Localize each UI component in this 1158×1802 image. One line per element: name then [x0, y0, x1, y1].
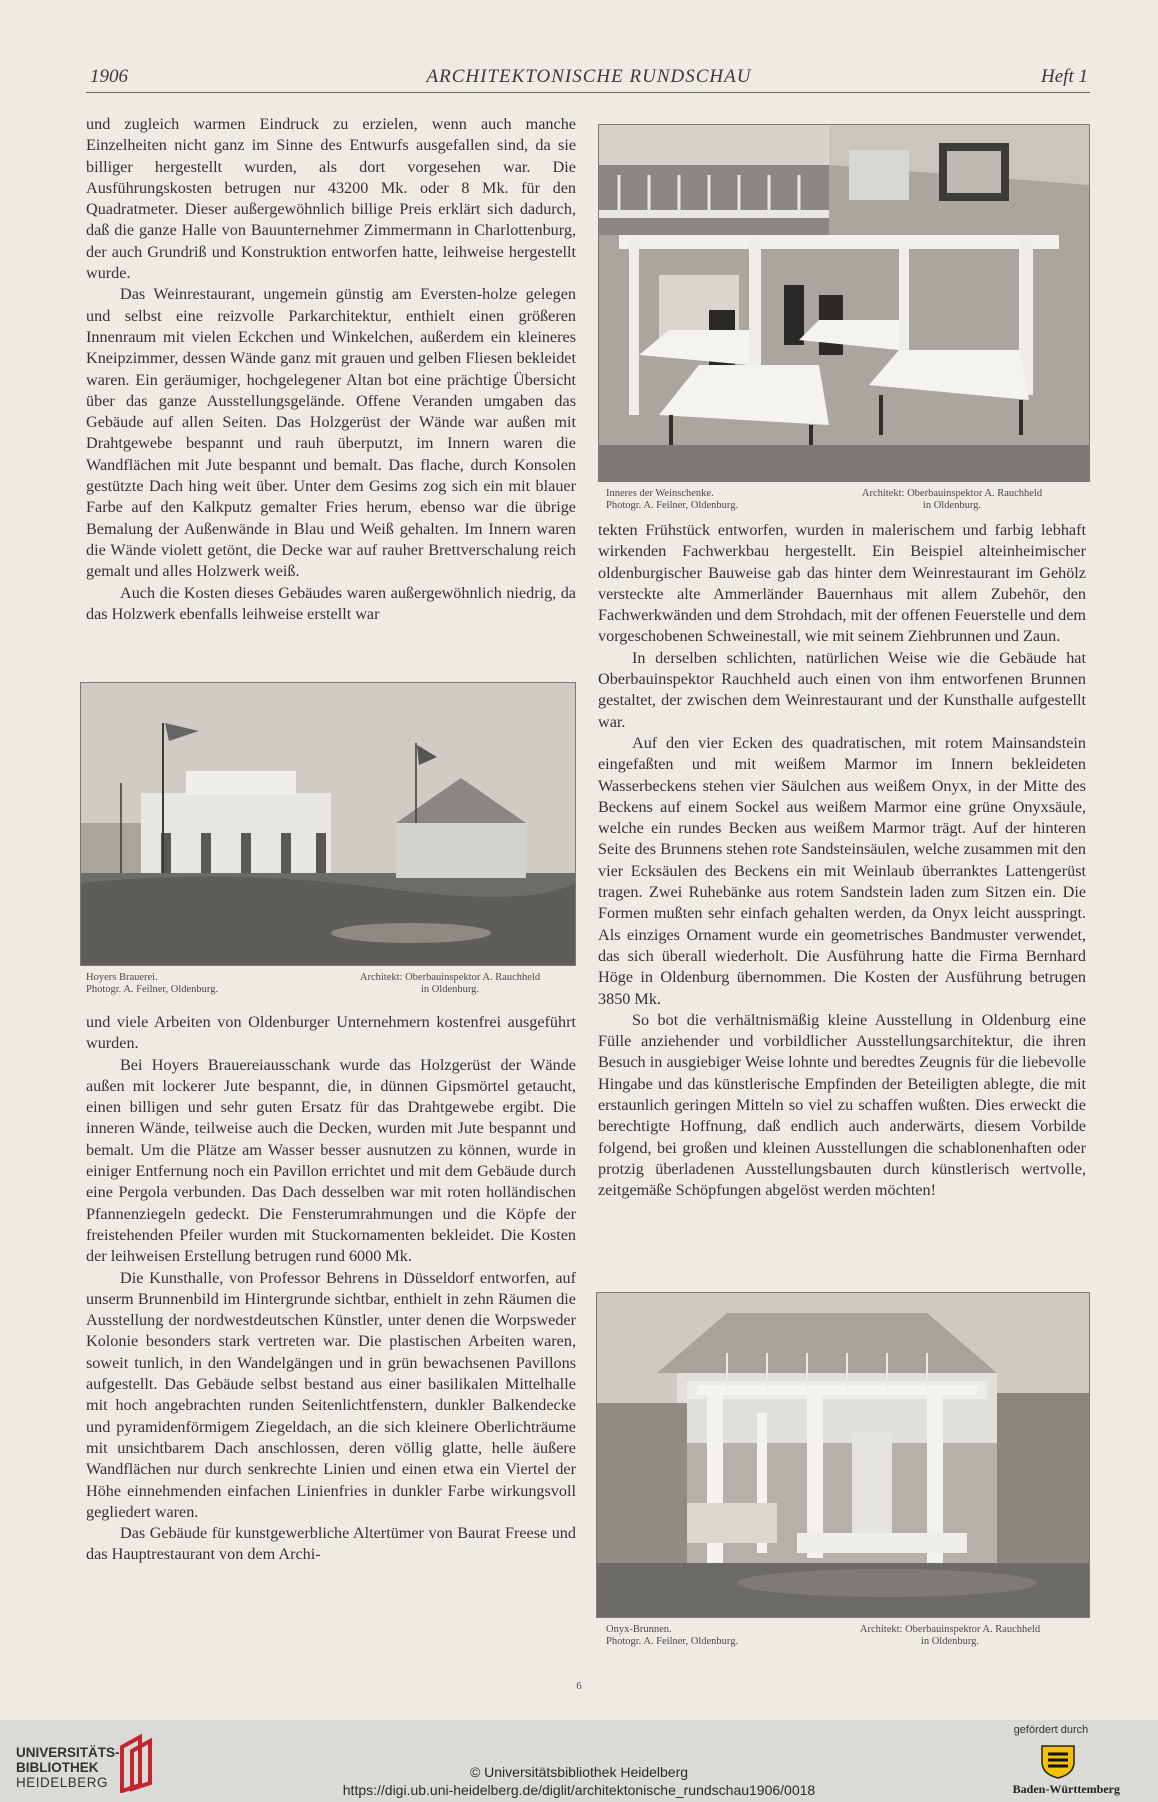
- photo-weinschenke: [598, 124, 1090, 482]
- header-year: 1906: [90, 66, 128, 87]
- paragraph: tekten Frühstück entworfen, wurden in malerischem und farbig lebhaft wirkenden Fachwerkbau hergestellt. Ein Beispiel alteinheimischer oldenburgischer Bauweise gab das hinter dem Weinrestaurant im Gehölz versteckte alte Ammerländer Bauernhaus mit allem Zubehör, den Fachwerkwänden und dem Strohdach, mit der offenen Feuerstelle und dem vorgeschobenen Schweinestall, wie mit seinem Ziehbrunnen und Zaun.: [598, 521, 1086, 646]
- paragraph: und zugleich warmen Eindruck zu erzielen, wenn auch manche Einzelheiten nicht ganz im Sinne des Entwurfs ausgefallen sind, da sie billiger hergestellt wurden, als dort vorgesehen war. Die Ausführungskosten betrugen nur 43200 Mk. oder 8 Mk. für den Quadratmeter. Dieser außergewöhnlich billige Preis erklärt sich dadurch, daß die ganze Halle von Bauunternehmer Zimmermann in Charlottenburg, der auch Grundriß und Konstruktion entworfen hatte, leihweise hergestellt wurde.: [86, 115, 576, 283]
- right-column-text: [598, 520, 1086, 1202]
- paragraph: und viele Arbeiten von Oldenburger Unternehmern kostenfrei ausgeführt wurden.: [86, 1013, 576, 1053]
- caption-architect: Architekt: Oberbauinspektor A. Rauchheld: [861, 488, 1043, 499]
- state-coat-of-arms-icon: [1038, 1742, 1078, 1784]
- paragraph: In derselben schlichten, natürlichen Weise wie die Gebäude hat Oberbauinspektor Rauchheld auch einen von ihm entworfenen Brunnen gestaltet, der zwischen dem Weinrestaurant und der Kunsthalle aufgestellt war.: [598, 648, 1086, 731]
- paragraph: Auf den vier Ecken des quadratischen, mit rotem Mainsandstein eingefaßten und mit weißem Marmor im Innern bekleideten Wasserbeckens stehen vier Säulchen aus weißem Onyx, in der Mitte des Beckens auf einem Sockel aus weißem Marmor eine grüne Onyxsäule, welche ein rundes Becken aus weißem Marmor trägt. Auf der hinteren Seite des Brunnens stehen rote Sandsteinsäulen, welche zusammen mit den vier Ecksäulen des Beckens ein mit Weinlaub überranktes Lattengerüst tragen. Zwei Ruhebänke aus rotem Sandstein laden zum Sitzen ein. Die Formen mußten sehr einfach gehalten werden, da Onyx leicht ausspringt. Als einziges Ornament wurde ein geometrisches Bandmuster verwendet, das sich überall wiederholt. Die Ausführung hatte die Firma Bernhard Höge in Oldenburg übernommen. Die Kosten der Ausführung betrugen 3850 Mk.: [598, 733, 1086, 1008]
- caption-photographer: Photogr. A. Feilner, Oldenburg.: [606, 500, 739, 511]
- caption-photographer: Photogr. A. Feilner, Oldenburg.: [86, 984, 219, 995]
- paragraph: Auch die Kosten dieses Gebäudes waren außergewöhnlich niedrig, da das Holzwerk ebenfalls leihweise erstellt war: [86, 583, 576, 623]
- caption-onyx-left: [606, 1624, 806, 1648]
- caption-title: Onyx-Brunnen.: [606, 1624, 672, 1635]
- photo-hoyers-brauerei: [80, 682, 576, 966]
- caption-wein-right: [832, 488, 1072, 512]
- photo-onyx-brunnen: [596, 1292, 1090, 1618]
- running-header: [90, 66, 1088, 92]
- paragraph: Das Gebäude für kunstgewerbliche Altertümer von Baurat Freese und das Hauptrestaurant von dem Archi-: [86, 1524, 576, 1564]
- paragraph: Die Kunsthalle, von Professor Behrens in Düsseldorf entworfen, auf unserm Brunnenbild im Hintergrunde sichtbar, enthielt in zehn Räumen die Ausstellung der nordwestdeutschen Künstler, unter denen die Worpsweder Kolonie besonders stark vertreten war. Die plastischen Arbeiten waren, soweit tunlich, in den Wandelgängen und in grün bewachsenen Pavillons aufgestellt. Das Gebäude selbst bestand aus einer basilikalen Mittelhalle mit hoch angebrachten runden Seitenlichtfenstern, dunkler Balkendecke und pyramidenförmigem Ziegeldach, an die sich kleinere Oberlichträume mit unsichtbarem Dach anschlossen, deren völlig glatte, helle äußere Wandflächen nur durch senkrechte Linien und einen etwa ein Viertel der Höhe einnehmenden einfachen Linienfries in dunkler Farbe wirkungsvoll gegliedert waren.: [86, 1268, 576, 1521]
- caption-hoyers-right: [330, 972, 570, 996]
- caption-hoyers-left: [86, 972, 296, 996]
- library-name-line2: BIBLIOTHEK: [16, 1760, 99, 1775]
- caption-place: in Oldenburg.: [922, 500, 982, 511]
- caption-onyx-right: [830, 1624, 1070, 1648]
- library-name-line1: UNIVERSITÄTS-: [16, 1745, 120, 1760]
- caption-place: in Oldenburg.: [920, 1636, 980, 1647]
- journal-title: ARCHITEKTONISCHE RUNDSCHAU: [426, 66, 752, 87]
- state-name[interactable]: Baden-Württemberg: [1012, 1782, 1120, 1796]
- left-column-top-text: [86, 114, 576, 625]
- copyright-notice: © Universitätsbibliothek Heidelberg: [469, 1764, 689, 1780]
- caption-title: Hoyers Brauerei.: [86, 972, 158, 983]
- permalink-url[interactable]: https://digi.ub.uni-heidelberg.de/diglit/architektonische_rundschau1906/0018: [342, 1782, 816, 1798]
- page-number: 6: [576, 1680, 582, 1692]
- paragraph: Bei Hoyers Brauereiausschank wurde das Holzgerüst der Wände außen mit lockerer Jute bespannt, die, in dünnen Gipsmörtel getaucht, einen billigen und sehr guten Ersatz für das Drahtgewebe ergibt. Die inneren Wände, teilweise auch die Decken, wurden mit Jute bespannt und bemalt. Um die Plätze am Wasser besser ausnutzen zu können, wurde in einiger Entfernung noch ein Pavillon errichtet und mit dem Gebäude durch eine Pergola verbunden. Das Dach desselben war mit roten holländischen Pfannenziegeln gedeckt. Die Fensterumrahmungen und die Köpfe der freistehenden Pfeiler wurden mit Stuckornamenten bekleidet. Die Kosten der leihweisen Erstellung betrugen rund 6000 Mk.: [86, 1055, 576, 1266]
- caption-title: Inneres der Weinschenke.: [606, 488, 714, 499]
- funded-by-label: gefördert durch: [1013, 1724, 1089, 1736]
- header-rule: [86, 92, 1090, 93]
- caption-wein-left: [606, 488, 806, 512]
- caption-architect: Architekt: Oberbauinspektor A. Rauchheld: [859, 1624, 1041, 1635]
- caption-photographer: Photogr. A. Feilner, Oldenburg.: [606, 1636, 739, 1647]
- caption-architect: Architekt: Oberbauinspektor A. Rauchheld: [359, 972, 541, 983]
- paragraph: Das Weinrestaurant, ungemein günstig am Eversten-holze gelegen und selbst eine reizvolle Parkarchitektur, enthielt einen größeren Innenraum mit vielen Eckchen und Winkelchen, außerdem ein kleineres Kneipzimmer, dessen Wände ganz mit grauen und gelben Fliesen bekleidet waren. Ein geräumiger, hochgelegener Altan bot eine prächtige Übersicht über das ganze Ausstellungsgelände. Offene Veranden umgaben das Gebäude auf allen Seiten. Das Holzgerüst der Wände war außen mit Drahtgewebe bespannt und rauh überputzt, im Innern waren die Wandflächen mit Jute bespannt und bemalt. Das flache, durch Konsolen gestützte Dach hing weit über. Unter dem Gesims zog sich ein mit blauer Farbe auf den Kalkputz gemalter Fries herum, ebenso war die übrige Bemalung der Außenwände in Blau und Weiß gehalten. Im Innern waren die Wände violett getönt, die Decke war auf rauher Brettverschalung reich gemalt und alles Holzwerk weiß.: [86, 285, 576, 581]
- paragraph: So bot die verhältnismäßig kleine Ausstellung in Oldenburg eine Fülle anziehender und vorbildlicher Ausstellungsarchitektur, die ihren Besuch in ausgiebiger Weise lohnte und beredtes Zeugnis für die liebevolle Hingabe und das künstlerische Empfinden der Beteiligten ablegte, die mit erstaunlich geringen Mitteln so viel zu schaffen wußten. Dies erweckt die berechtigte Hoffnung, daß endlich auch anderwärts, diesem Vorbilde folgend, bei großen und kleinen Ausstellungen die schablonenhaften oder protzig überladenen Ausstellungsbauten durch künstlerisch wertvolle, zeitgemäße Schöpfungen abgelöst werden möchten!: [598, 1010, 1086, 1200]
- caption-place: in Oldenburg.: [420, 984, 480, 995]
- left-column-bottom-text: [86, 1012, 576, 1566]
- library-name-line3: HEIDELBERG: [16, 1775, 109, 1790]
- header-issue: Heft 1: [1041, 66, 1088, 87]
